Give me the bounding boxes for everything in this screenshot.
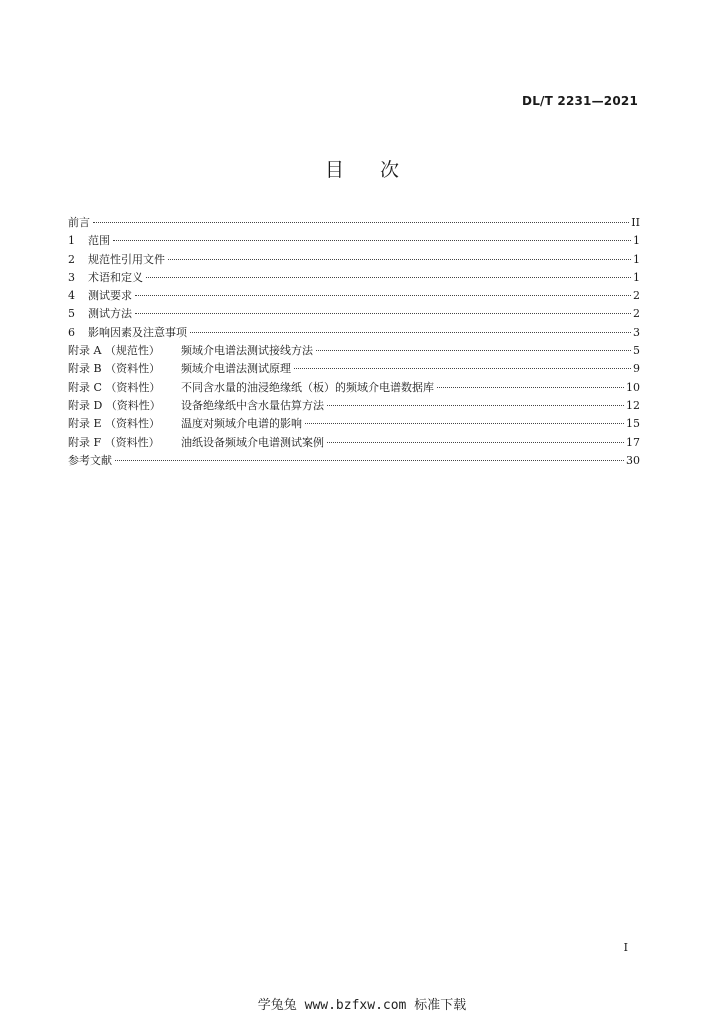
toc-entry-page: 30 bbox=[626, 453, 640, 467]
toc-entry-label: 规范性引用文件 bbox=[88, 252, 165, 266]
toc-entry-label: 不同含水量的油浸绝缘纸（板）的频域介电谱数据库 bbox=[181, 380, 434, 394]
toc-entry-page: 2 bbox=[633, 307, 640, 321]
toc-entry-number: 4 bbox=[68, 289, 75, 303]
toc-leader-dots bbox=[135, 295, 631, 296]
toc-entry-page: 1 bbox=[633, 234, 640, 248]
toc-leader-dots bbox=[190, 332, 631, 333]
toc-entry-foreword[interactable] bbox=[68, 214, 640, 232]
toc-leader-dots bbox=[93, 222, 629, 223]
toc-entry-page: 3 bbox=[633, 325, 640, 339]
footer-watermark: 学兔兔 www.bzfxw.com 标准下载 bbox=[257, 998, 467, 1013]
table-of-contents bbox=[68, 214, 640, 470]
toc-entry-label: 测试方法 bbox=[88, 307, 132, 321]
toc-entry-page: 5 bbox=[633, 344, 640, 358]
page-title: 目次 bbox=[324, 159, 435, 181]
toc-entry-label: 频域介电谱法测试接线方法 bbox=[181, 344, 313, 358]
toc-leader-dots bbox=[294, 368, 631, 369]
toc-entry-number: 1 bbox=[68, 234, 75, 248]
toc-entry-annex-f[interactable] bbox=[68, 434, 640, 452]
toc-leader-dots bbox=[327, 405, 624, 406]
toc-annex-prefix: 附录 C （资料性） bbox=[68, 380, 161, 394]
toc-entry-annex-a[interactable] bbox=[68, 342, 640, 360]
toc-entry-page: II bbox=[631, 216, 640, 229]
toc-leader-dots bbox=[437, 387, 624, 388]
toc-entry-terms-definitions[interactable] bbox=[68, 269, 640, 287]
toc-entry-page: 1 bbox=[633, 270, 640, 284]
toc-leader-dots bbox=[168, 259, 631, 260]
toc-leader-dots bbox=[305, 423, 624, 424]
toc-entry-page: 12 bbox=[626, 398, 640, 412]
toc-entry-label: 油纸设备频域介电谱测试案例 bbox=[181, 435, 324, 449]
toc-entry-label: 术语和定义 bbox=[88, 270, 143, 284]
toc-entry-annex-c[interactable] bbox=[68, 379, 640, 397]
toc-entry-label: 温度对频域介电谱的影响 bbox=[181, 417, 302, 431]
toc-leader-dots bbox=[115, 460, 624, 461]
toc-entry-label: 影响因素及注意事项 bbox=[88, 325, 187, 339]
toc-entry-label: 频域介电谱法测试原理 bbox=[181, 362, 291, 376]
toc-entry-number: 6 bbox=[68, 325, 75, 339]
toc-entry-label: 范围 bbox=[88, 234, 110, 248]
toc-entry-label: 测试要求 bbox=[88, 289, 132, 303]
toc-entry-page: 10 bbox=[626, 380, 640, 394]
toc-annex-prefix: 附录 B （资料性） bbox=[68, 362, 161, 376]
toc-leader-dots bbox=[327, 442, 624, 443]
toc-entry-label: 设备绝缘纸中含水量估算方法 bbox=[181, 398, 324, 412]
toc-entry-test-requirements[interactable] bbox=[68, 287, 640, 305]
toc-entry-page: 15 bbox=[626, 417, 640, 431]
toc-annex-prefix: 附录 D （资料性） bbox=[68, 398, 161, 412]
toc-entry-normative-references[interactable] bbox=[68, 251, 640, 269]
toc-entry-bibliography[interactable] bbox=[68, 452, 640, 470]
toc-entry-label: 参考文献 bbox=[68, 453, 112, 467]
toc-entry-annex-d[interactable] bbox=[68, 397, 640, 415]
toc-leader-dots bbox=[316, 350, 631, 351]
toc-annex-prefix: 附录 E （资料性） bbox=[68, 417, 161, 431]
page-number: I bbox=[623, 941, 628, 954]
toc-entry-number: 3 bbox=[68, 270, 75, 284]
toc-entry-influencing-factors[interactable] bbox=[68, 324, 640, 342]
toc-annex-prefix: 附录 A （规范性） bbox=[68, 344, 160, 358]
toc-entry-page: 1 bbox=[633, 252, 640, 266]
toc-entry-test-methods[interactable] bbox=[68, 305, 640, 323]
toc-leader-dots bbox=[146, 277, 631, 278]
toc-entry-annex-e[interactable] bbox=[68, 415, 640, 433]
toc-entry-number: 2 bbox=[68, 252, 75, 266]
toc-entry-page: 9 bbox=[633, 362, 640, 376]
toc-annex-prefix: 附录 F （资料性） bbox=[68, 435, 160, 449]
toc-leader-dots bbox=[113, 240, 631, 241]
standard-code: DL/T 2231—2021 bbox=[522, 94, 638, 108]
toc-entry-page: 17 bbox=[626, 435, 640, 449]
toc-entry-page: 2 bbox=[633, 289, 640, 303]
toc-entry-annex-b[interactable] bbox=[68, 360, 640, 378]
toc-leader-dots bbox=[135, 313, 631, 314]
toc-entry-scope[interactable] bbox=[68, 232, 640, 250]
toc-entry-number: 5 bbox=[68, 307, 75, 321]
toc-entry-label: 前言 bbox=[68, 216, 90, 229]
